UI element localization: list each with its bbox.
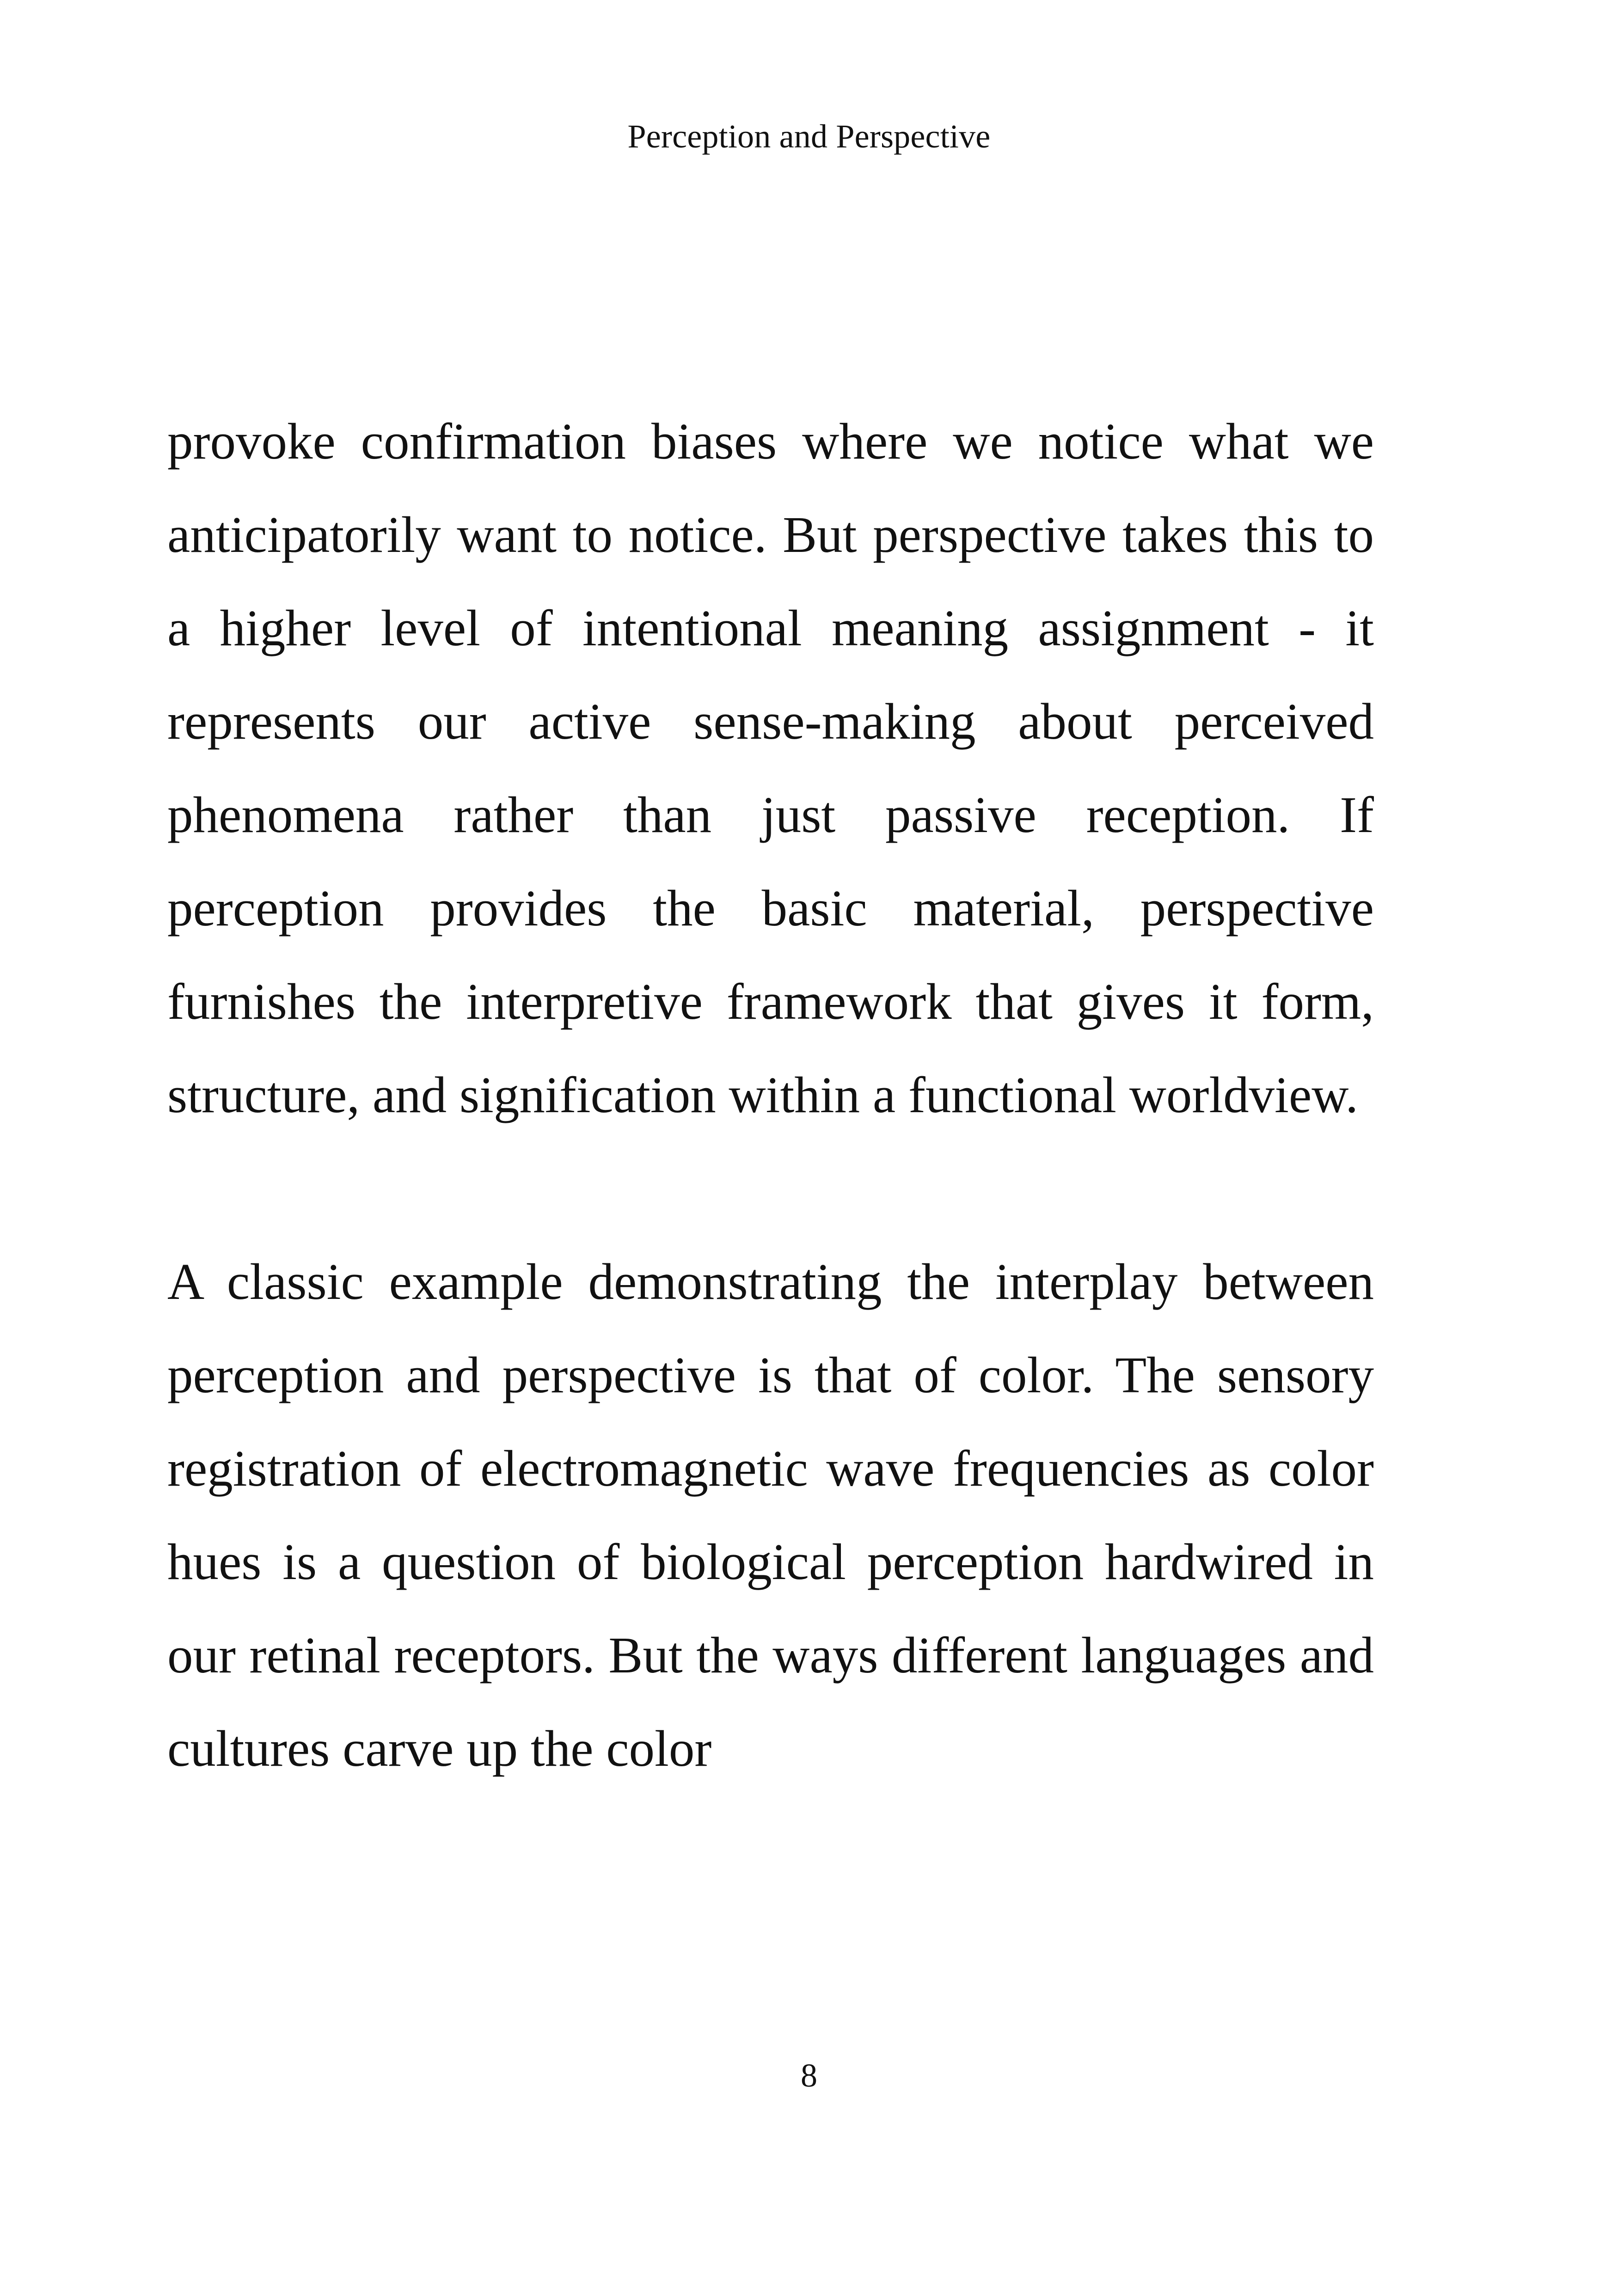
paragraph-1: provoke confirmation biases where we notice what we anticipatorily want to notice. But perspective takes this to a higher level of intentional meaning assignment - it represents our active sense-making about perceived phenomena rather than just passive reception. If perception provides the basic material, perspective furnishes the interpretive framework that gives it form, structure, and signification within a functional worldview. [167,413,1374,1124]
body-text [167,395,1374,1796]
page-number: 8 [801,2057,817,2094]
running-header: Perception and Perspective [627,118,991,155]
paragraph-2: A classic example demonstrating the interplay between perception and perspective is that of color. The sensory registration of electromagnetic wave frequencies as color hues is a question of biological perception hardwired in our retinal receptors. But the ways different languages and cultures carve up the color [167,1254,1374,1777]
